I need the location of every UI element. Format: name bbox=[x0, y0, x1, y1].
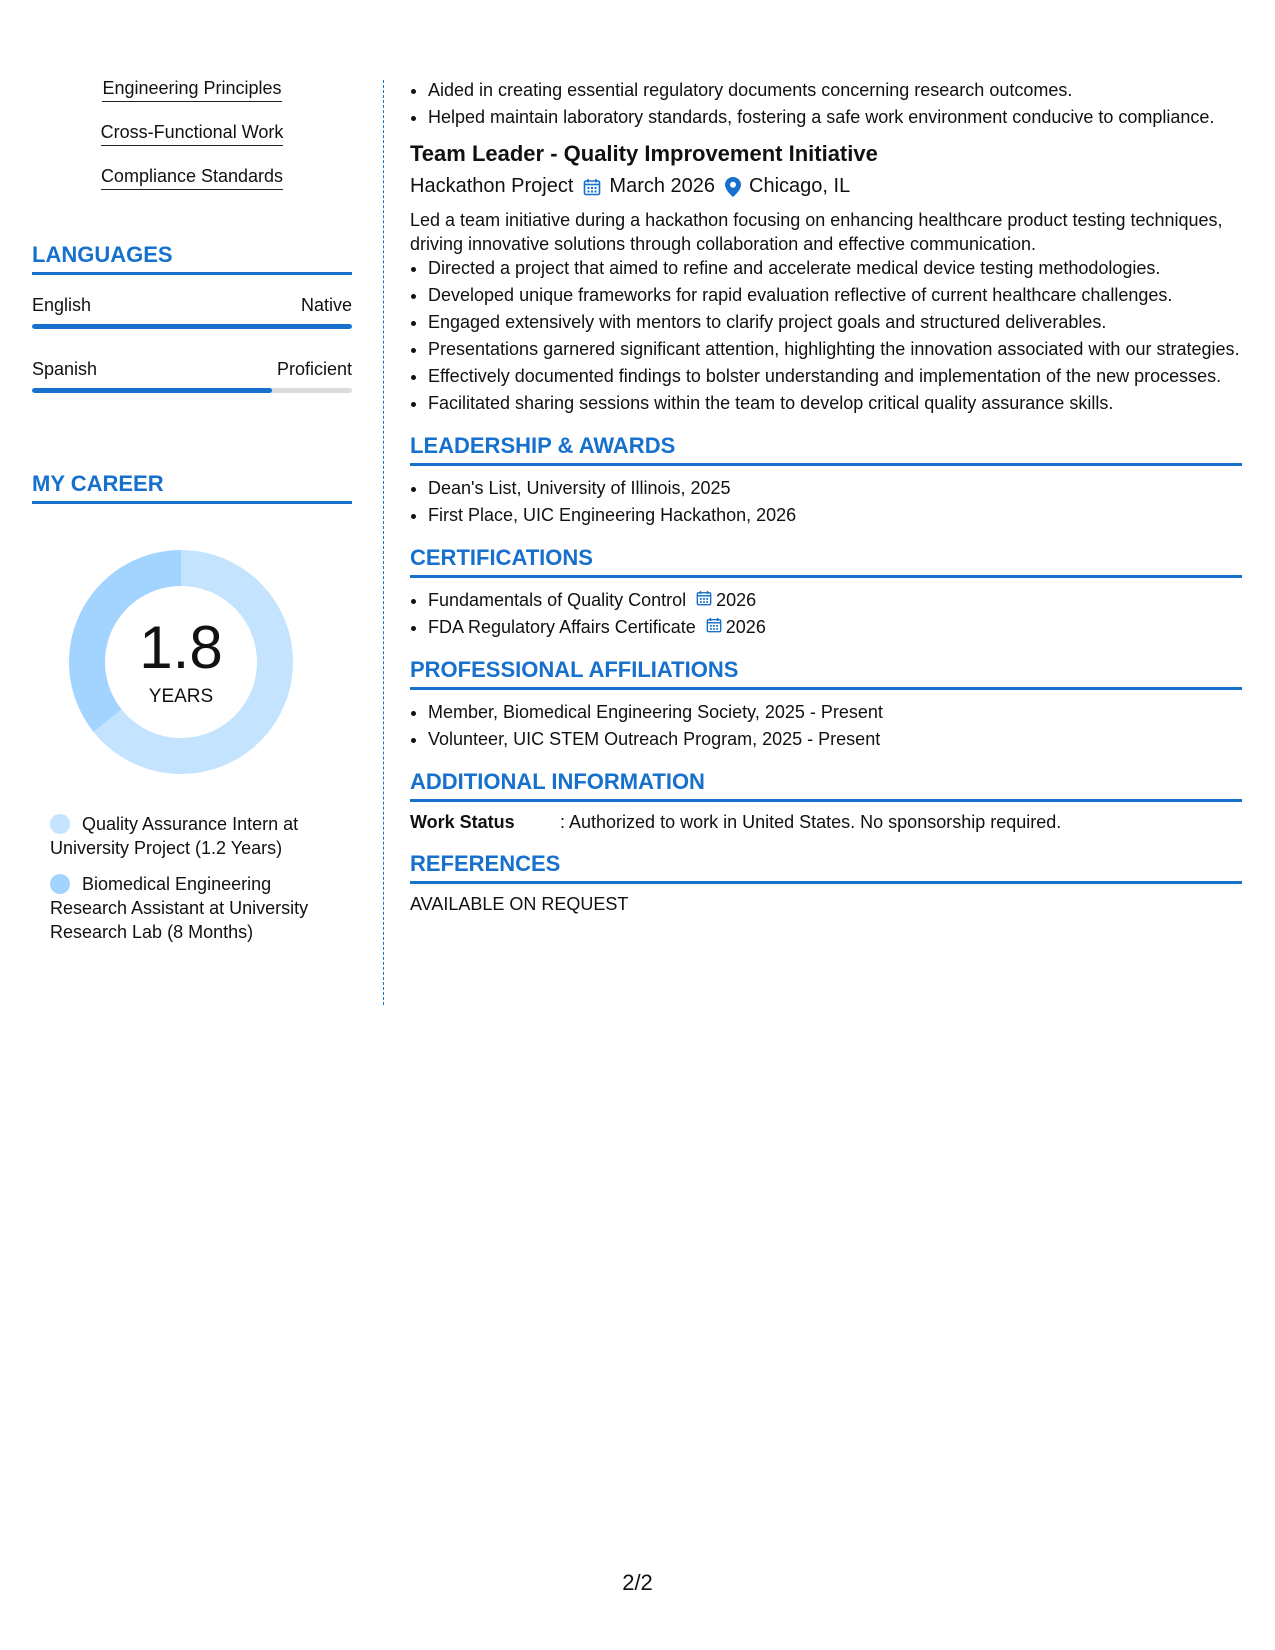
affiliations-list bbox=[410, 700, 1242, 751]
awards-list bbox=[410, 476, 1242, 527]
language-level: Proficient bbox=[276, 359, 352, 379]
job-meta bbox=[410, 175, 1242, 198]
list-item: • Volunteer, UIC STEM Outreach Program, 2025 - Present bbox=[428, 727, 1242, 751]
language-bar bbox=[32, 388, 352, 393]
job-location: Chicago, IL bbox=[749, 175, 851, 197]
calendar-icon bbox=[706, 615, 726, 639]
list-item: • First Place, UIC Engineering Hackathon, 2026 bbox=[428, 503, 1242, 527]
legend-item: Quality Assurance Intern at University Project (1.2 Years) bbox=[50, 814, 299, 858]
language-item bbox=[32, 359, 352, 393]
calendar-icon bbox=[583, 178, 601, 196]
skill-tag: Cross-Functional Work bbox=[32, 122, 352, 146]
certifications-heading: CERTIFICATIONS bbox=[410, 545, 1242, 578]
left-column bbox=[32, 78, 352, 956]
legend-dot bbox=[50, 874, 70, 894]
job-date: March 2026 bbox=[609, 175, 716, 197]
affiliations-heading: PROFESSIONAL AFFILIATIONS bbox=[410, 657, 1242, 690]
list-item: • Fundamentals of Quality Control 2026 bbox=[428, 588, 1242, 612]
certifications-list bbox=[410, 588, 1242, 639]
career-donut bbox=[65, 546, 297, 778]
legend-dot bbox=[50, 814, 70, 834]
list-item: • Presentations garnered significant attention, highlighting the innovation associated with our strategies. bbox=[428, 337, 1242, 361]
legend-item: Biomedical Engineering Research Assistant at University Research Lab (8 Months) bbox=[50, 874, 309, 942]
skill-tag: Engineering Principles bbox=[32, 78, 352, 102]
list-item: • Aided in creating essential regulatory documents concerning research outcomes. bbox=[428, 78, 1242, 102]
additional-heading: ADDITIONAL INFORMATION bbox=[410, 769, 1242, 802]
prev-job-bullets bbox=[410, 78, 1242, 129]
work-status bbox=[410, 812, 1242, 833]
calendar-icon bbox=[696, 588, 716, 612]
references-heading: REFERENCES bbox=[410, 851, 1242, 884]
career-unit: YEARS bbox=[148, 686, 214, 707]
language-item bbox=[32, 295, 352, 329]
references-text: AVAILABLE ON REQUEST bbox=[410, 894, 629, 914]
career-total: 1.8 bbox=[139, 614, 223, 681]
language-name: Spanish bbox=[32, 359, 98, 379]
language-bar bbox=[32, 324, 352, 329]
language-bar-fill bbox=[32, 388, 272, 393]
list-item: • Facilitated sharing sessions within the team to develop critical quality assurance skills. bbox=[428, 391, 1242, 415]
languages-heading: LANGUAGES bbox=[32, 242, 352, 275]
language-name: English bbox=[32, 295, 92, 315]
list-item: • Developed unique frameworks for rapid evaluation reflective of current healthcare challenges. bbox=[428, 283, 1242, 307]
list-item: • Member, Biomedical Engineering Society, 2025 - Present bbox=[428, 700, 1242, 724]
map-pin-icon bbox=[725, 177, 741, 197]
column-divider bbox=[383, 80, 384, 1005]
career-heading: MY CAREER bbox=[32, 471, 352, 504]
awards-heading: LEADERSHIP & AWARDS bbox=[410, 433, 1242, 466]
list-item: • Dean's List, University of Illinois, 2025 bbox=[428, 476, 1242, 500]
list-item: • Engaged extensively with mentors to clarify project goals and structured deliverables. bbox=[428, 310, 1242, 334]
list-item: • Effectively documented findings to bolster understanding and implementation of the new processes. bbox=[428, 364, 1242, 388]
job-description: Led a team initiative during a hackathon focusing on enhancing healthcare product testing techniques, driving innovative solutions through collaboration and effective communication. bbox=[410, 210, 1223, 254]
right-column bbox=[410, 78, 1242, 915]
language-level: Native bbox=[300, 295, 352, 315]
language-bar-fill bbox=[32, 324, 352, 329]
job-bullets bbox=[410, 256, 1242, 415]
job-org: Hackathon Project bbox=[410, 175, 574, 197]
work-status-value: : Authorized to work in United States. No sponsorship required. bbox=[560, 812, 1062, 832]
job-title: Team Leader - Quality Improvement Initiative bbox=[410, 141, 878, 166]
cert-year: 2026 bbox=[716, 590, 757, 610]
cert-year: 2026 bbox=[725, 617, 766, 637]
list-item: • Directed a project that aimed to refine and accelerate medical device testing methodologies. bbox=[428, 256, 1242, 280]
skill-tag: Compliance Standards bbox=[32, 166, 352, 190]
list-item: • FDA Regulatory Affairs Certificate 2026 bbox=[428, 615, 1242, 639]
page-number: 2/2 bbox=[622, 1570, 653, 1595]
career-legend bbox=[50, 812, 350, 944]
work-status-label: Work Status bbox=[410, 812, 515, 832]
list-item: • Helped maintain laboratory standards, fostering a safe work environment conducive to compliance. bbox=[428, 105, 1242, 129]
